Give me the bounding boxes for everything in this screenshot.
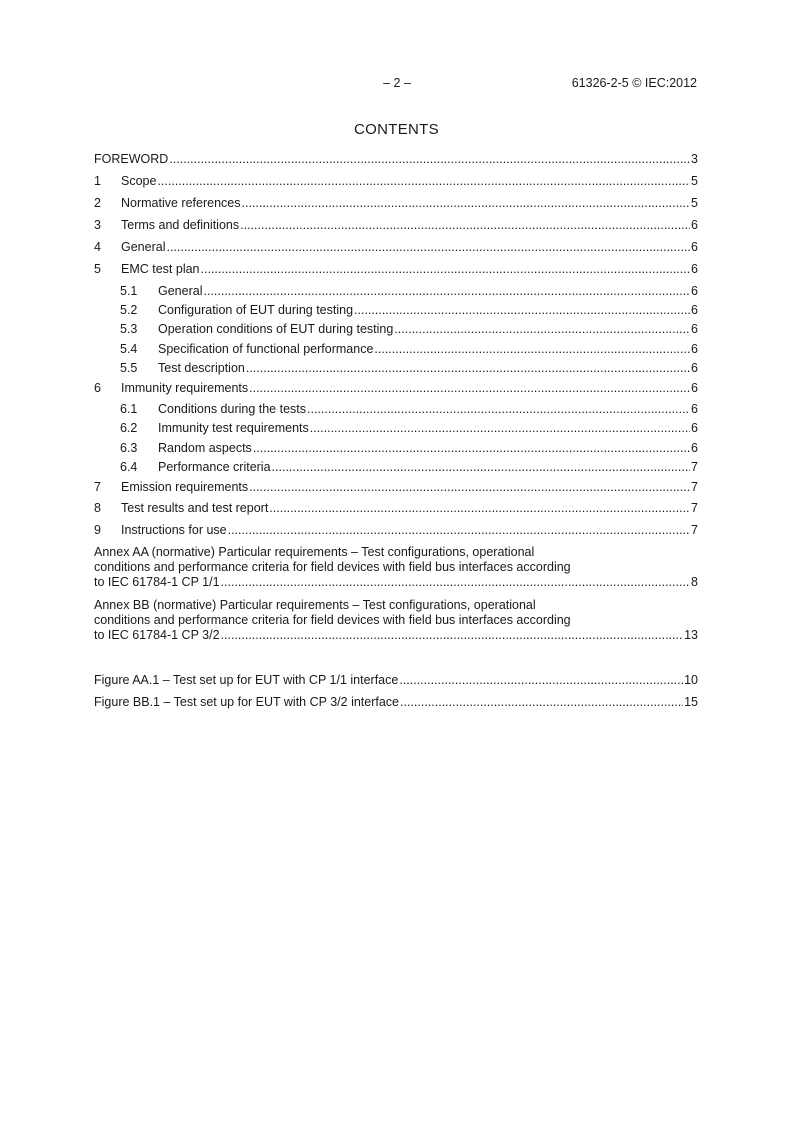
toc-entry-clause-6[interactable] <box>94 381 698 396</box>
toc-entry-annex-bb[interactable] <box>94 598 698 643</box>
toc-entry-page: 10 <box>684 673 698 687</box>
toc-entry-title: Figure BB.1 – Test set up for EUT with CP 3/2 interface <box>94 695 400 709</box>
toc-entry-page: 7 <box>691 501 698 515</box>
dot-leader <box>240 218 690 233</box>
toc-entry-title: Immunity test requirements <box>158 421 309 435</box>
dot-leader <box>400 695 683 710</box>
toc-entry-page: 6 <box>691 218 698 232</box>
toc-entry-number: 5.1 <box>120 284 138 298</box>
toc-entry-number: 5.5 <box>120 361 138 375</box>
toc-entry-number: 6.3 <box>120 441 138 455</box>
toc-entry-subclause-6-1[interactable] <box>120 402 698 417</box>
toc-entry-title: Performance criteria <box>158 460 271 474</box>
toc-entry-foreword[interactable] <box>94 152 698 167</box>
toc-entry-page: 7 <box>691 460 698 474</box>
toc-entry-title-line: Annex BB (normative) Particular requirements – Test configurations, operational <box>94 598 536 612</box>
toc-entry-title: Terms and definitions <box>121 218 240 232</box>
toc-entry-clause-1[interactable] <box>94 174 698 189</box>
toc-entry-clause-3[interactable] <box>94 218 698 233</box>
toc-entry-title: Random aspects <box>158 441 252 455</box>
toc-entry-clause-8[interactable] <box>94 501 698 516</box>
standard-reference: 61326-2-5 © IEC:2012 <box>571 76 697 90</box>
toc-entry-title: FOREWORD <box>94 152 169 166</box>
dot-leader <box>169 152 690 167</box>
toc-entry-number: 1 <box>94 174 101 188</box>
toc-entry-number: 7 <box>94 480 101 494</box>
toc-entry-number: 5 <box>94 262 101 276</box>
dot-leader <box>203 284 690 299</box>
toc-entry-page: 6 <box>691 322 698 336</box>
toc-entry-page: 6 <box>691 303 698 317</box>
toc-entry-title: Configuration of EUT during testing <box>158 303 354 317</box>
toc-entry-page: 6 <box>691 342 698 356</box>
dot-leader <box>253 441 690 456</box>
toc-entry-title-line: to IEC 61784-1 CP 1/1 <box>94 575 220 589</box>
toc-entry-subclause-6-3[interactable] <box>120 441 698 456</box>
toc-entry-number: 5.3 <box>120 322 138 336</box>
dot-leader <box>166 240 690 255</box>
toc-entry-annex-aa[interactable] <box>94 545 698 590</box>
toc-entry-number: 6 <box>94 381 101 395</box>
toc-entry-page: 6 <box>691 421 698 435</box>
toc-entry-subclause-5-4[interactable] <box>120 342 698 357</box>
toc-entry-title: Emission requirements <box>121 480 249 494</box>
toc-entry-subclause-5-3[interactable] <box>120 322 698 337</box>
toc-entry-page: 5 <box>691 196 698 210</box>
toc-entry-title-line: conditions and performance criteria for field devices with field bus interfaces according <box>94 613 571 627</box>
toc-entry-number: 6.2 <box>120 421 138 435</box>
dot-leader <box>394 322 690 337</box>
dot-leader <box>201 262 691 277</box>
dot-leader <box>399 673 683 688</box>
toc-entry-title: Instructions for use <box>121 523 227 537</box>
toc-entry-title: Test results and test report <box>121 501 269 515</box>
toc-entry-clause-2[interactable] <box>94 196 698 211</box>
toc-entry-number: 4 <box>94 240 101 254</box>
toc-entry-page: 6 <box>691 361 698 375</box>
toc-entry-number: 5.4 <box>120 342 138 356</box>
page-number: – 2 – <box>383 76 411 90</box>
dot-leader <box>307 402 690 417</box>
toc-title: CONTENTS <box>354 121 439 138</box>
toc-entry-title: General <box>158 284 203 298</box>
toc-entry-title-line: conditions and performance criteria for field devices with field bus interfaces according <box>94 560 571 574</box>
toc-entry-title-line: Annex AA (normative) Particular requirements – Test configurations, operational <box>94 545 535 559</box>
toc-entry-figure-aa-1[interactable] <box>94 673 698 688</box>
toc-entry-page: 7 <box>691 480 698 494</box>
toc-entry-title: General <box>121 240 166 254</box>
toc-entry-number: 6.4 <box>120 460 138 474</box>
dot-leader <box>249 381 690 396</box>
toc-entry-number: 6.1 <box>120 402 138 416</box>
toc-entry-title: Test description <box>158 361 245 375</box>
toc-entry-number: 5.2 <box>120 303 138 317</box>
toc-entry-page: 6 <box>691 240 698 254</box>
toc-entry-title: Conditions during the tests <box>158 402 307 416</box>
toc-entry-title: Scope <box>121 174 157 188</box>
dot-leader <box>157 174 690 189</box>
toc-entry-page: 15 <box>684 695 698 709</box>
toc-entry-page: 6 <box>691 262 698 276</box>
toc-entry-clause-9[interactable] <box>94 523 698 538</box>
toc-entry-page: 8 <box>691 575 698 589</box>
dot-leader <box>221 575 691 590</box>
dot-leader <box>242 196 691 211</box>
dot-leader <box>246 361 690 376</box>
toc-entry-title: Specification of functional performance <box>158 342 374 356</box>
dot-leader <box>310 421 690 436</box>
toc-entry-title: Immunity requirements <box>121 381 249 395</box>
toc-entry-number: 9 <box>94 523 101 537</box>
toc-entry-subclause-6-4[interactable] <box>120 460 698 475</box>
toc-entry-title-line: to IEC 61784-1 CP 3/2 <box>94 628 220 642</box>
dot-leader <box>269 501 690 516</box>
toc-entry-page: 6 <box>691 441 698 455</box>
toc-entry-number: 3 <box>94 218 101 232</box>
toc-entry-title: Normative references <box>121 196 241 210</box>
toc-entry-page: 6 <box>691 402 698 416</box>
dot-leader <box>272 460 691 475</box>
dot-leader <box>354 303 690 318</box>
toc-entry-number: 2 <box>94 196 101 210</box>
toc-entry-page: 6 <box>691 381 698 395</box>
toc-entry-clause-7[interactable] <box>94 480 698 495</box>
toc-entry-subclause-5-5[interactable] <box>120 361 698 376</box>
toc-entry-figure-bb-1[interactable] <box>94 695 698 710</box>
toc-entry-page: 13 <box>684 628 698 642</box>
toc-entry-page: 6 <box>691 284 698 298</box>
toc-entry-title: Operation conditions of EUT during testing <box>158 322 394 336</box>
dot-leader <box>374 342 690 357</box>
dot-leader <box>249 480 690 495</box>
toc-entry-clause-4[interactable] <box>94 240 698 255</box>
toc-entry-clause-5[interactable] <box>94 262 698 277</box>
toc-entry-subclause-6-2[interactable] <box>120 421 698 436</box>
toc-entry-title: Figure AA.1 – Test set up for EUT with CP 1/1 interface <box>94 673 399 687</box>
dot-leader <box>221 628 684 643</box>
toc-entry-page: 5 <box>691 174 698 188</box>
toc-entry-subclause-5-1[interactable] <box>120 284 698 299</box>
toc-entry-number: 8 <box>94 501 101 515</box>
toc-entry-page: 7 <box>691 523 698 537</box>
toc-entry-subclause-5-2[interactable] <box>120 303 698 318</box>
toc-entry-title: EMC test plan <box>121 262 200 276</box>
dot-leader <box>228 523 690 538</box>
toc-entry-page: 3 <box>691 152 698 166</box>
